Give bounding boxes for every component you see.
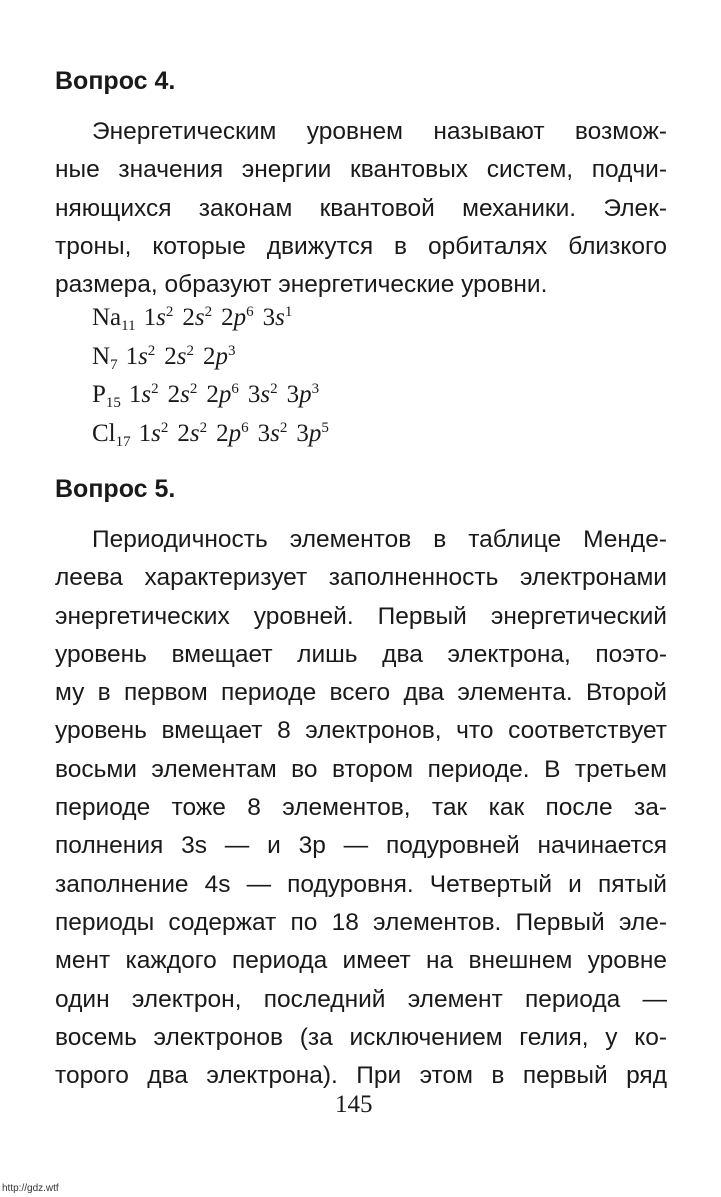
- page-number: 145: [335, 1091, 373, 1118]
- orbital-term: $3s^1$: [262, 304, 293, 331]
- watermark-url: http://gdz.wtf: [2, 1183, 59, 1194]
- orbital-term: $2p^6$: [216, 419, 249, 447]
- text-line: Энергетическим уровнем называют возмож-: [92, 118, 667, 145]
- orbital-term: $2s^2$: [167, 381, 198, 408]
- orbital-term: $1s^2$: [143, 304, 174, 331]
- orbital-term: $3p^5$: [296, 419, 329, 447]
- question-5-text: [55, 521, 667, 1095]
- element-symbol: $Cl_{17}$: [92, 419, 131, 450]
- element-symbol: $Na_{11}$: [92, 304, 136, 334]
- orbital-term: $2s^2$: [177, 419, 208, 447]
- text-line: периоде тоже 8 элементов, так как после за-: [55, 794, 667, 822]
- text-line: мент каждого периода имеет на внешнем уровне: [55, 947, 667, 975]
- atomic-number: 7: [110, 356, 118, 373]
- text-line: троны, которые движутся в орбиталях близкого: [55, 232, 667, 260]
- text-line: му в первом периоде всего два элемента. Второй: [55, 679, 667, 707]
- orbital-term: $1s^2$: [125, 342, 156, 370]
- question-4-text: [55, 113, 667, 304]
- element-symbol: $N_7$: [92, 342, 118, 373]
- orbital-term: $2s^2$: [182, 304, 213, 331]
- text-line: уровень вмещает 8 электронов, что соответствует: [55, 717, 667, 745]
- orbital-term: $2s^2$: [164, 342, 195, 370]
- text-line: заполнение 4s — подуровня. Четвертый и пятый: [55, 870, 667, 898]
- text-line: полнения 3s — и 3p — подуровней начинается: [55, 832, 667, 860]
- formula-p: [92, 376, 338, 415]
- formula-cl: [92, 415, 338, 454]
- orbital-term: $3s^2$: [257, 419, 288, 447]
- text-line: торого два электрона). При этом в первый ряд: [55, 1062, 667, 1090]
- element-symbol: $P_{15}$: [92, 381, 121, 411]
- orbital-term: $2p^6$: [206, 381, 239, 408]
- atomic-number: 15: [105, 395, 121, 411]
- text-line: ные значения энергии квантовых систем, подчи-: [55, 156, 667, 184]
- formula-n: [92, 338, 338, 377]
- electron-configurations: [92, 299, 338, 453]
- orbital-term: $2p^6$: [221, 304, 254, 331]
- text-line: няющихся законам квантовой механики. Элек-: [55, 194, 667, 222]
- orbital-term: $1s^2$: [138, 419, 169, 447]
- question-4-title: Вопрос 4.: [55, 67, 176, 95]
- orbital-term: $3p^3$: [286, 381, 320, 408]
- text-line: энергетических уровней. Первый энергетический: [55, 602, 667, 630]
- text-line: один электрон, последний элемент периода —: [55, 985, 667, 1013]
- text-line: периоды содержат по 18 элементов. Первый эле-: [55, 908, 667, 936]
- atomic-number: 11: [121, 318, 136, 334]
- orbital-term: $2p^3$: [203, 342, 236, 370]
- text-line: Периодичность элементов в таблице Менде-: [92, 526, 667, 553]
- text-line: восьми элементам во втором периоде. В третьем: [55, 755, 667, 783]
- formula-na: [92, 299, 338, 338]
- atomic-number: 17: [115, 433, 131, 450]
- orbital-term: $1s^2$: [128, 381, 159, 408]
- text-line: уровень вмещает лишь два электрона, поэто-: [55, 640, 667, 668]
- text-line: размера, образуют энергетические уровни.: [55, 271, 548, 299]
- text-line: леева характеризует заполненность электронами: [55, 564, 667, 592]
- text-line: восемь электронов (за исключением гелия, у ко-: [55, 1023, 667, 1051]
- orbital-term: $3s^2$: [247, 381, 278, 408]
- question-5-title: Вопрос 5.: [55, 475, 176, 503]
